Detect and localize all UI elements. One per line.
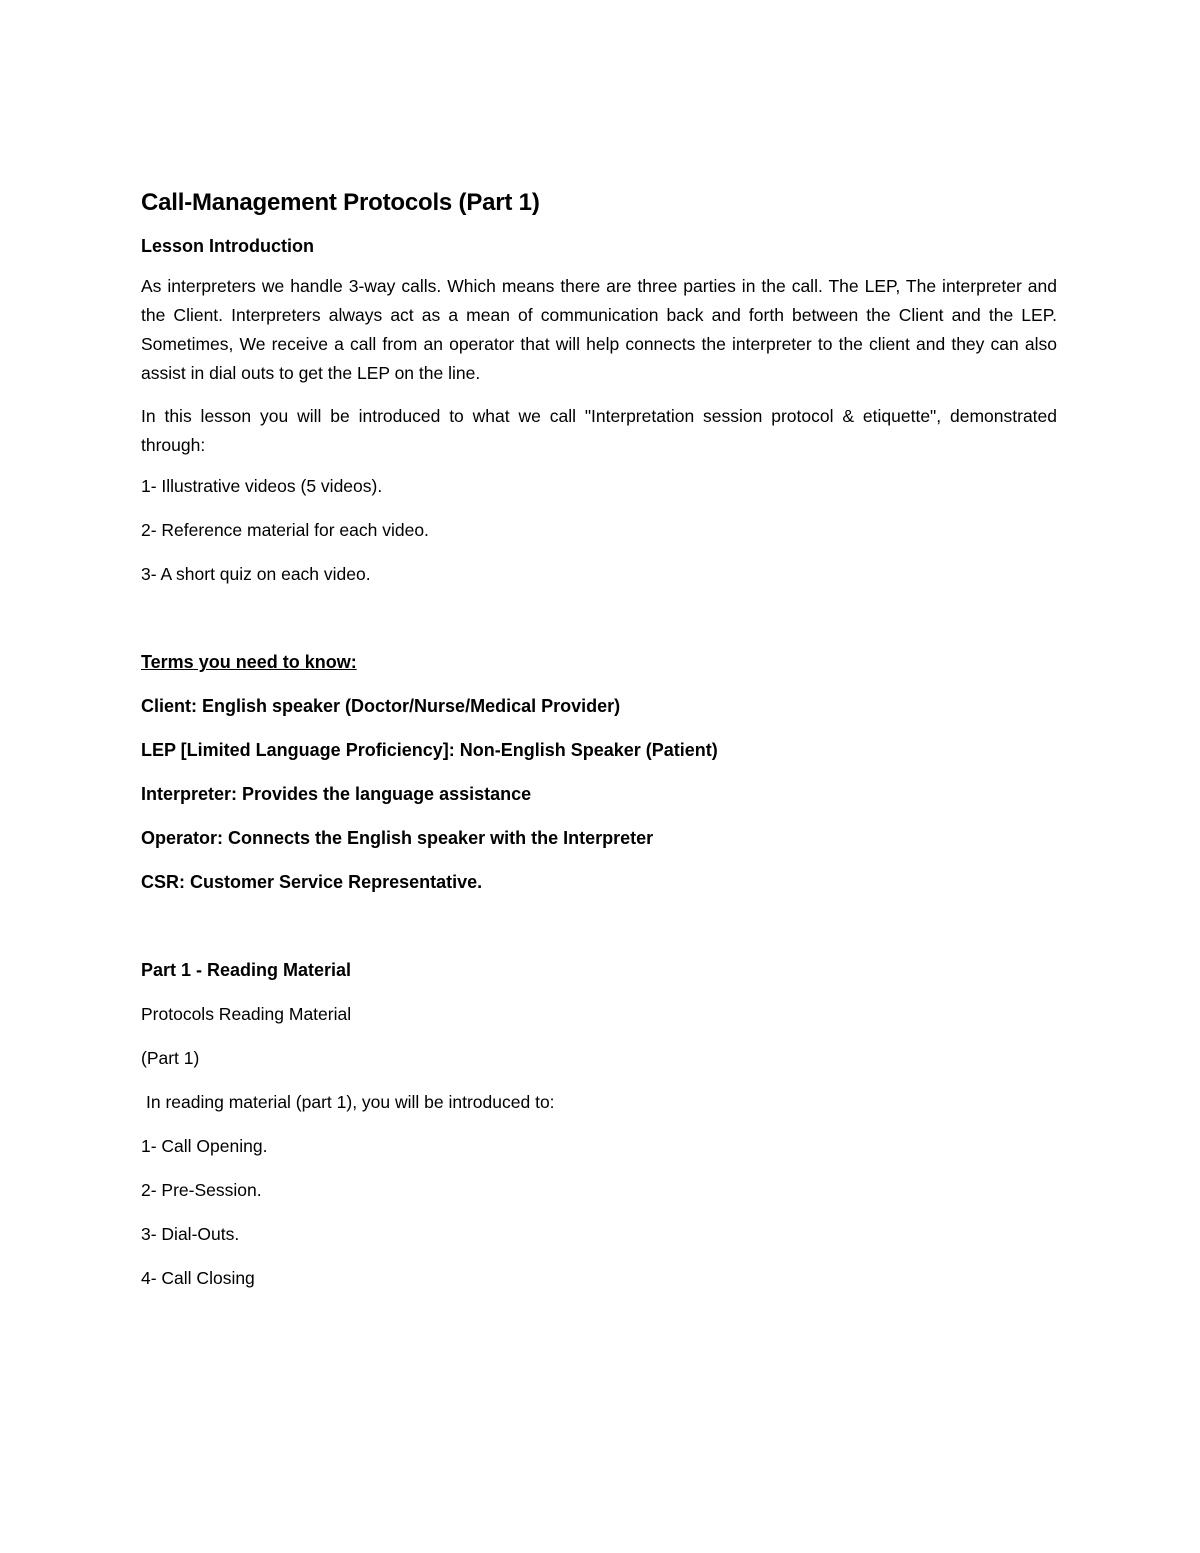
intro-paragraph: As interpreters we handle 3-way calls. Which means there are three parties in the call. The LEP, The interpreter and the Client. Interpreters always act as a mean of communication back and forth between the Client and the LEP. Sometimes, We receive a call from an operator that will help connects the interpreter to the client and they can also assist in dial outs to get the LEP on the line. (141, 276, 1057, 383)
part1-item: 3- Dial-Outs. (141, 1224, 240, 1244)
term-item: Operator: Connects the English speaker with the Interpreter (141, 828, 654, 848)
lesson-item: 3- A short quiz on each video. (141, 564, 371, 584)
term-item: Client: English speaker (Doctor/Nurse/Medical Provider) (141, 696, 621, 716)
lesson-introduction-heading: Lesson Introduction (141, 236, 314, 256)
part1-subtitle: Protocols Reading Material (141, 1004, 352, 1024)
part1-item: 4- Call Closing (141, 1268, 255, 1288)
document-title: Call-Management Protocols (Part 1) (141, 189, 540, 216)
lesson-paragraph: In this lesson you will be introduced to what we call "Interpretation session protocol & etiquette", demonstrated through: (141, 406, 1057, 455)
part1-heading: Part 1 - Reading Material (141, 960, 352, 980)
term-item: CSR: Customer Service Representative. (141, 872, 483, 892)
part1-item: 1- Call Opening. (141, 1136, 268, 1156)
lesson-item: 2- Reference material for each video. (141, 520, 429, 540)
term-item: LEP [Limited Language Proficiency]: Non-English Speaker (Patient) (141, 740, 718, 760)
spacer (141, 606, 1057, 650)
part1-intro: In reading material (part 1), you will be introduced to: (146, 1092, 555, 1112)
part1-item: 2- Pre-Session. (141, 1180, 262, 1200)
terms-heading: Terms you need to know: (141, 652, 357, 672)
part1-label: (Part 1) (141, 1048, 200, 1068)
term-item: Interpreter: Provides the language assistance (141, 784, 532, 804)
document-page (141, 186, 1057, 1310)
spacer (141, 914, 1057, 958)
lesson-item: 1- Illustrative videos (5 videos). (141, 476, 383, 496)
